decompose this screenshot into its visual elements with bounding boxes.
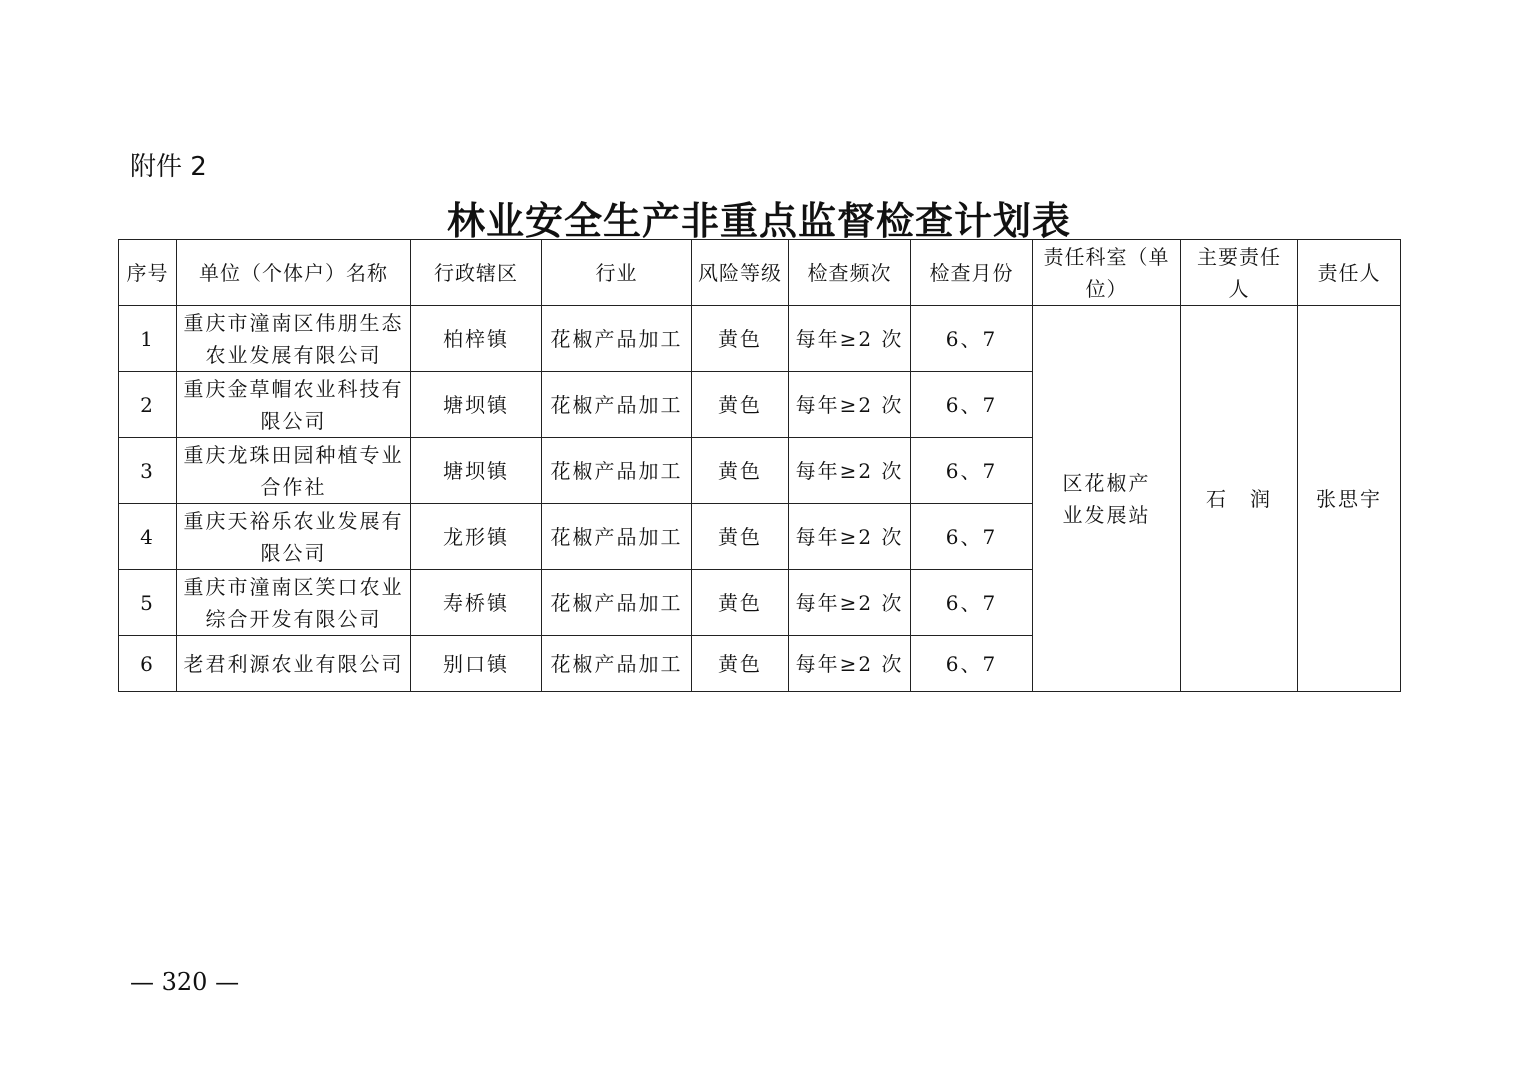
cell-name: 重庆龙珠田园种植专业合作社 bbox=[177, 438, 411, 504]
cell-seq: 1 bbox=[119, 306, 177, 372]
page-number: — 320 — bbox=[130, 968, 240, 996]
cell-frequency: 每年≥2 次 bbox=[789, 504, 911, 570]
header-industry: 行业 bbox=[542, 240, 692, 306]
cell-industry: 花椒产品加工 bbox=[542, 372, 692, 438]
inspection-plan-table bbox=[118, 239, 1401, 692]
cell-frequency: 每年≥2 次 bbox=[789, 438, 911, 504]
cell-district: 别口镇 bbox=[411, 636, 542, 692]
cell-frequency: 每年≥2 次 bbox=[789, 636, 911, 692]
header-person: 责任人 bbox=[1298, 240, 1401, 306]
cell-frequency: 每年≥2 次 bbox=[789, 306, 911, 372]
cell-risk: 黄色 bbox=[692, 504, 789, 570]
cell-name: 重庆市潼南区笑口农业综合开发有限公司 bbox=[177, 570, 411, 636]
cell-district: 柏梓镇 bbox=[411, 306, 542, 372]
cell-industry: 花椒产品加工 bbox=[542, 636, 692, 692]
cell-seq: 4 bbox=[119, 504, 177, 570]
cell-person-merged: 张思宇 bbox=[1298, 306, 1401, 692]
header-chief: 主要责任人 bbox=[1181, 240, 1298, 306]
cell-industry: 花椒产品加工 bbox=[542, 306, 692, 372]
cell-office-merged: 区花椒产业发展站 bbox=[1033, 306, 1181, 692]
cell-industry: 花椒产品加工 bbox=[542, 570, 692, 636]
cell-name: 重庆天裕乐农业发展有限公司 bbox=[177, 504, 411, 570]
cell-seq: 2 bbox=[119, 372, 177, 438]
cell-risk: 黄色 bbox=[692, 636, 789, 692]
header-district: 行政辖区 bbox=[411, 240, 542, 306]
cell-month: 6、7 bbox=[911, 504, 1033, 570]
cell-industry: 花椒产品加工 bbox=[542, 504, 692, 570]
cell-seq: 5 bbox=[119, 570, 177, 636]
cell-district: 塘坝镇 bbox=[411, 438, 542, 504]
table-header-row bbox=[119, 240, 1401, 306]
cell-month: 6、7 bbox=[911, 306, 1033, 372]
cell-name: 重庆市潼南区伟朋生态农业发展有限公司 bbox=[177, 306, 411, 372]
cell-risk: 黄色 bbox=[692, 306, 789, 372]
cell-month: 6、7 bbox=[911, 438, 1033, 504]
cell-district: 寿桥镇 bbox=[411, 570, 542, 636]
cell-month: 6、7 bbox=[911, 570, 1033, 636]
cell-district: 龙形镇 bbox=[411, 504, 542, 570]
cell-name: 老君利源农业有限公司 bbox=[177, 636, 411, 692]
cell-risk: 黄色 bbox=[692, 438, 789, 504]
cell-frequency: 每年≥2 次 bbox=[789, 570, 911, 636]
cell-industry: 花椒产品加工 bbox=[542, 438, 692, 504]
cell-risk: 黄色 bbox=[692, 570, 789, 636]
page-title: 林业安全生产非重点监督检查计划表 bbox=[446, 198, 1071, 243]
cell-seq: 6 bbox=[119, 636, 177, 692]
table-row bbox=[119, 306, 1401, 372]
header-name: 单位（个体户）名称 bbox=[177, 240, 411, 306]
cell-chief-merged: 石 润 bbox=[1181, 306, 1298, 692]
cell-month: 6、7 bbox=[911, 372, 1033, 438]
header-office: 责任科室（单位） bbox=[1033, 240, 1181, 306]
header-frequency: 检查频次 bbox=[789, 240, 911, 306]
cell-district: 塘坝镇 bbox=[411, 372, 542, 438]
cell-risk: 黄色 bbox=[692, 372, 789, 438]
cell-name: 重庆金草帽农业科技有限公司 bbox=[177, 372, 411, 438]
cell-month: 6、7 bbox=[911, 636, 1033, 692]
attachment-label: 附件 2 bbox=[130, 152, 207, 182]
cell-seq: 3 bbox=[119, 438, 177, 504]
header-seq: 序号 bbox=[119, 240, 177, 306]
header-risk: 风险等级 bbox=[692, 240, 789, 306]
cell-frequency: 每年≥2 次 bbox=[789, 372, 911, 438]
header-month: 检查月份 bbox=[911, 240, 1033, 306]
